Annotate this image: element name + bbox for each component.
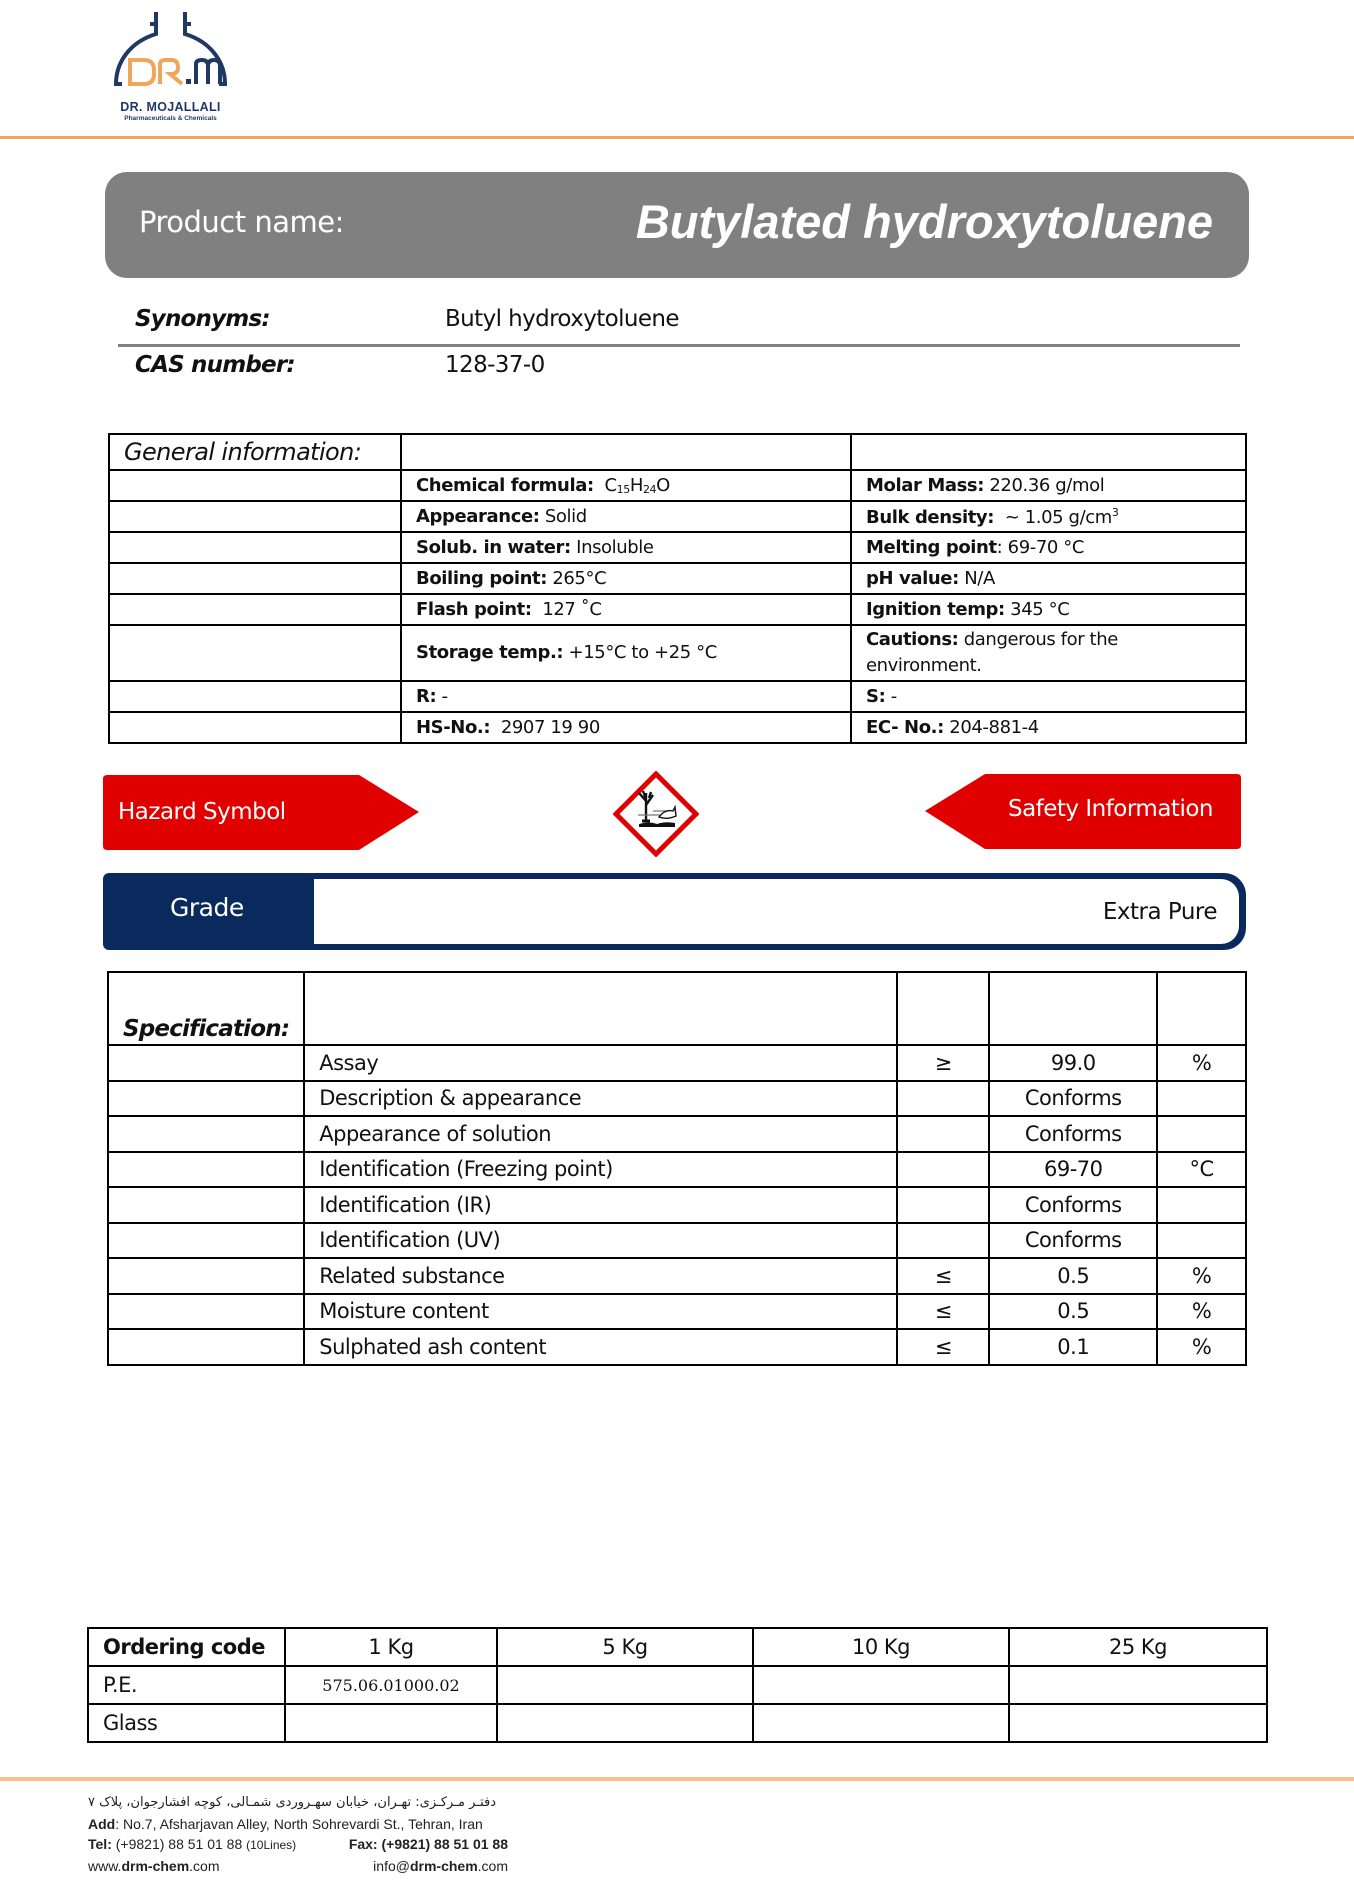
- spec-value: 0.5: [989, 1294, 1157, 1330]
- order-code: 575.06.01000.02: [285, 1666, 497, 1704]
- safety-information-label: Safety Information: [1007, 796, 1213, 822]
- ordering-code-header: Ordering code: [88, 1628, 285, 1666]
- table-row: [109, 594, 1246, 625]
- safety-information-tab: [925, 774, 1241, 849]
- molar-mass-cell: Molar Mass: 220.36 g/mol: [851, 470, 1246, 501]
- company-tagline: Pharmaceuticals & Chemicals: [124, 115, 217, 122]
- grade-bar: [103, 873, 1246, 950]
- spec-unit: [1157, 1223, 1246, 1259]
- header-divider: [0, 136, 1354, 139]
- spec-unit: %: [1157, 1258, 1246, 1294]
- table-header-row: [88, 1628, 1267, 1666]
- spec-operator: ≤: [897, 1294, 989, 1330]
- synonyms-label: Synonyms:: [135, 306, 270, 332]
- cas-number-label: CAS number:: [135, 352, 295, 378]
- melting-point-cell: Melting point: 69-70 °C: [851, 532, 1246, 563]
- address-persian: دفتـر مـركـزی: تهـران، خیابان سهـروردی شمـالی، كوچه افشارجوان، پلاک ۷: [88, 1795, 496, 1810]
- spec-value: Conforms: [989, 1116, 1157, 1152]
- spec-value: 69-70: [989, 1152, 1157, 1188]
- general-information-table: [108, 433, 1247, 744]
- product-name-label: Product name:: [139, 205, 344, 239]
- size-header: 5 Kg: [497, 1628, 753, 1666]
- table-row: [109, 681, 1246, 712]
- spec-unit: %: [1157, 1329, 1246, 1365]
- table-row: [88, 1666, 1267, 1704]
- fax: Fax: (+9821) 88 51 01 88: [348, 1836, 508, 1852]
- email-link[interactable]: info@drm-chem.com: [373, 1857, 508, 1874]
- spec-unit: °C: [1157, 1152, 1246, 1188]
- spec-operator: [897, 1223, 989, 1259]
- spec-test: Sulphated ash content: [304, 1329, 897, 1365]
- table-row: [108, 1223, 1246, 1259]
- table-row: [109, 563, 1246, 594]
- spec-test: Identification (Freezing point): [304, 1152, 897, 1188]
- table-row: [108, 1116, 1246, 1152]
- table-row: [88, 1704, 1267, 1742]
- table-header-row: [109, 434, 1246, 470]
- company-name: DR. MOJALLALI: [120, 100, 221, 114]
- grade-value: Extra Pure: [1102, 899, 1217, 925]
- table-row: [109, 712, 1246, 743]
- table-row: [108, 1258, 1246, 1294]
- ec-number-cell: EC- No.: 204-881-4: [851, 712, 1246, 743]
- spec-unit: %: [1157, 1294, 1246, 1330]
- ghs09-environment-icon: [613, 771, 699, 857]
- table-row: [108, 1045, 1246, 1081]
- size-header: 10 Kg: [753, 1628, 1009, 1666]
- order-code: [497, 1704, 753, 1742]
- table-row: [108, 1294, 1246, 1330]
- spec-test: Moisture content: [304, 1294, 897, 1330]
- spec-value: 0.5: [989, 1258, 1157, 1294]
- size-header: 1 Kg: [285, 1628, 497, 1666]
- s-phrases-cell: S: -: [851, 681, 1246, 712]
- spec-operator: ≤: [897, 1258, 989, 1294]
- spec-unit: [1157, 1081, 1246, 1117]
- boiling-point-cell: Boiling point: 265°C: [401, 563, 851, 594]
- table-row: [109, 470, 1246, 501]
- cautions-cell: Cautions: dangerous for the environment.: [851, 625, 1246, 681]
- chemical-formula-value: $C_{15}H_{24}O$: [604, 475, 670, 496]
- spec-operator: [897, 1152, 989, 1188]
- order-code: [1009, 1704, 1267, 1742]
- synonyms-value: Butyl hydroxytoluene: [445, 306, 679, 332]
- general-information-title: General information:: [109, 434, 401, 470]
- table-row: [108, 1081, 1246, 1117]
- grade-label: Grade: [170, 893, 244, 922]
- spec-test: Identification (UV): [304, 1223, 897, 1259]
- packaging-type: P.E.: [88, 1666, 285, 1704]
- specification-title: Specification:: [108, 972, 304, 1045]
- appearance-cell: Appearance: Solid: [401, 501, 851, 532]
- meta-divider: [118, 344, 1240, 347]
- telephone: Tel: (+9821) 88 51 01 88 (10Lines): [88, 1836, 297, 1852]
- packaging-type: Glass: [88, 1704, 285, 1742]
- order-code: [753, 1666, 1009, 1704]
- ph-value-cell: pH value: N/A: [851, 563, 1246, 594]
- spec-unit: %: [1157, 1045, 1246, 1081]
- spec-value: Conforms: [989, 1187, 1157, 1223]
- flash-point-cell: Flash point: 127 ˚C: [401, 594, 851, 625]
- spec-operator: ≥: [897, 1045, 989, 1081]
- company-logo: [108, 8, 233, 126]
- footer-divider: [0, 1777, 1354, 1781]
- table-row: [108, 1152, 1246, 1188]
- ordering-code-table: [87, 1627, 1268, 1743]
- spec-value: Conforms: [989, 1223, 1157, 1259]
- spec-test: Identification (IR): [304, 1187, 897, 1223]
- table-row: [108, 1329, 1246, 1365]
- cas-number-value: 128-37-0: [445, 352, 545, 378]
- spec-unit: [1157, 1116, 1246, 1152]
- spec-test: Appearance of solution: [304, 1116, 897, 1152]
- footer-contact: [88, 1793, 508, 1876]
- table-row: [109, 625, 1246, 681]
- spec-test: Assay: [304, 1045, 897, 1081]
- grade-value-box: [314, 879, 1239, 944]
- ignition-temp-cell: Ignition temp: 345 °C: [851, 594, 1246, 625]
- spec-operator: ≤: [897, 1329, 989, 1365]
- r-phrases-cell: R: -: [401, 681, 851, 712]
- hazard-symbol-label: Hazard Symbol: [118, 799, 286, 825]
- order-code: [497, 1666, 753, 1704]
- order-code: [753, 1704, 1009, 1742]
- solubility-cell: Solub. in water: Insoluble: [401, 532, 851, 563]
- table-row: [109, 501, 1246, 532]
- website-link[interactable]: www.drm-chem.com: [88, 1857, 220, 1874]
- spec-test: Related substance: [304, 1258, 897, 1294]
- specification-table: [107, 971, 1247, 1366]
- table-row: [108, 1187, 1246, 1223]
- spec-value: 99.0: [989, 1045, 1157, 1081]
- table-row: [109, 532, 1246, 563]
- hs-number-cell: HS-No.: 2907 19 90: [401, 712, 851, 743]
- ghs-environment-pictogram: [613, 771, 699, 857]
- table-header-row: [108, 972, 1246, 1045]
- product-name-value: Butylated hydroxytoluene: [635, 195, 1213, 248]
- order-code: [1009, 1666, 1267, 1704]
- product-name-banner: [105, 172, 1249, 278]
- spec-value: Conforms: [989, 1081, 1157, 1117]
- spec-operator: [897, 1081, 989, 1117]
- flask-logo-icon: [108, 8, 233, 100]
- chemical-formula-cell: Chemical formula: $C_{15}H_{24}O$: [401, 470, 851, 501]
- spec-unit: [1157, 1187, 1246, 1223]
- spec-operator: [897, 1187, 989, 1223]
- spec-operator: [897, 1116, 989, 1152]
- order-code: [285, 1704, 497, 1742]
- hazard-symbol-tab: [103, 775, 419, 850]
- size-header: 25 Kg: [1009, 1628, 1267, 1666]
- bulk-density-cell: Bulk density: ~ 1.05 $g/cm^3$: [851, 501, 1246, 532]
- spec-test: Description & appearance: [304, 1081, 897, 1117]
- address-english: Add: No.7, Afsharjavan Alley, North Sohrevardi St., Tehran, Iran: [88, 1815, 483, 1832]
- storage-temp-cell: Storage temp.: +15°C to +25 °C: [401, 625, 851, 681]
- spec-value: 0.1: [989, 1329, 1157, 1365]
